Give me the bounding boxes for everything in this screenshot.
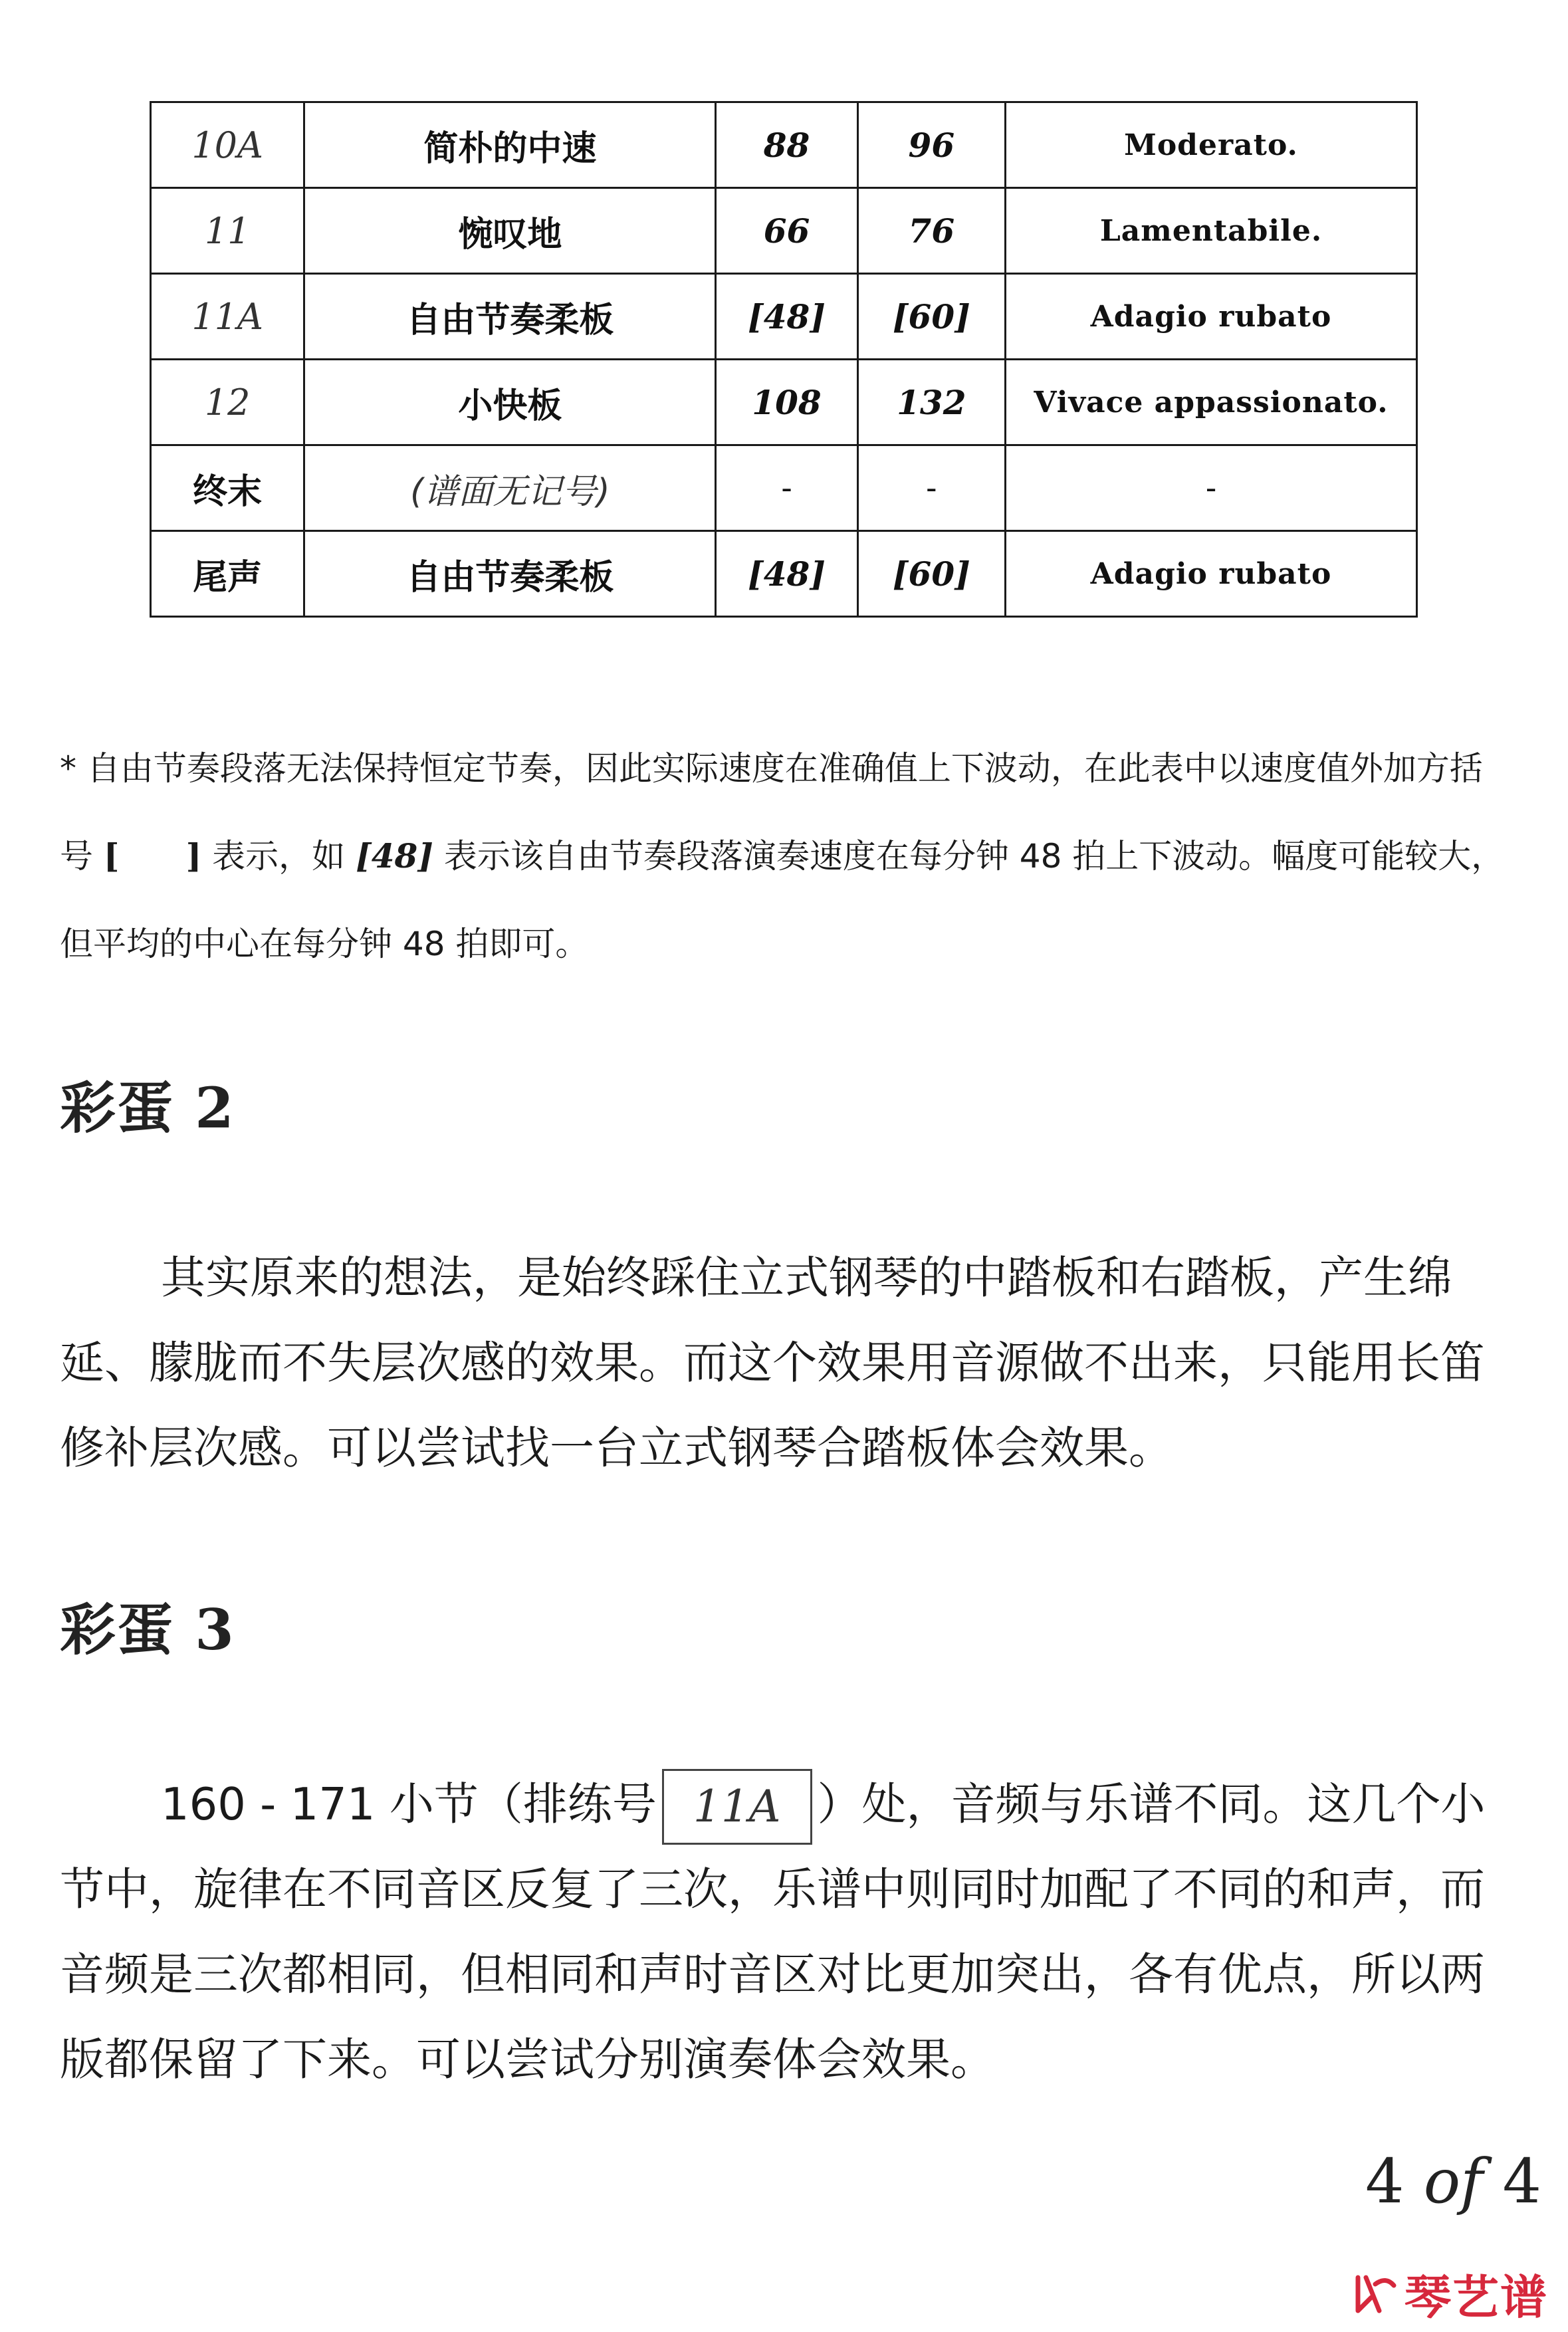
- qinyipu-logo-icon: [1353, 2271, 1399, 2317]
- rehearsal-number-cell: 11A: [151, 274, 304, 360]
- page-number: [1365, 2146, 1541, 2217]
- section-3-body: [60, 1762, 1522, 2102]
- rehearsal-number-cell: 11: [151, 188, 304, 274]
- table-row: [151, 274, 1417, 360]
- bpm-max-cell: 96: [857, 102, 1005, 188]
- bpm-max-cell: 132: [857, 360, 1005, 445]
- bpm-max-cell: [60]: [857, 274, 1005, 360]
- chinese-tempo-cell: 惋叹地: [304, 188, 716, 274]
- page-total: 4: [1502, 2146, 1541, 2217]
- logo-text: 琴艺谱: [1404, 2270, 1548, 2325]
- bpm-min-cell: 66: [716, 188, 857, 274]
- table-row: [151, 102, 1417, 188]
- chinese-tempo-cell: 自由节奏柔板: [304, 274, 716, 360]
- italian-tempo-cell: Moderato.: [1006, 102, 1417, 188]
- section-2-body: 其实原来的想法，是始终踩住立式钢琴的中踏板和右踏板，产生绵延、朦胧而不失层次感的效果。而这个效果用音源做不出来，只能用长笛修补层次感。可以尝试找一台立式钢琴合踏板体会效果。: [60, 1252, 1485, 1474]
- chinese-tempo-cell: (谱面无记号): [304, 445, 716, 531]
- italian-tempo-cell: Adagio rubato: [1006, 274, 1417, 360]
- bpm-min-cell: -: [716, 445, 857, 531]
- bpm-max-cell: 76: [857, 188, 1005, 274]
- bpm-max-cell: -: [857, 445, 1005, 531]
- bracket-close-symbol: ]: [185, 836, 202, 875]
- table-row: [151, 188, 1417, 274]
- rehearsal-number-cell: 尾声: [151, 531, 304, 617]
- bpm-max-cell: [60]: [857, 531, 1005, 617]
- italian-tempo-cell: Vivace appassionato.: [1006, 360, 1417, 445]
- chinese-tempo-cell: 简朴的中速: [304, 102, 716, 188]
- rehearsal-mark-box: 11A: [662, 1769, 812, 1845]
- brand-logo: [1353, 2260, 1548, 2327]
- tempo-footnote: [60, 725, 1512, 988]
- italian-tempo-cell: Lamentabile.: [1006, 188, 1417, 274]
- italian-tempo-cell: Adagio rubato: [1006, 531, 1417, 617]
- rehearsal-number-cell: 12: [151, 360, 304, 445]
- bpm-min-cell: [48]: [716, 274, 857, 360]
- page-of: of: [1423, 2146, 1484, 2217]
- table-row: [151, 531, 1417, 617]
- footnote-text-1: * 自由节奏段落无法保持恒定节奏，因此实际速度在准确值上下波动，在此表中以速度值外加方括号: [60, 749, 1483, 875]
- section-3-title: 彩蛋 3: [60, 1597, 235, 1663]
- section-3-body-after: ）处，音频与乐谱不同。这几个小节中，旋律在不同音区反复了三次，乐谱中则同时加配了不同的和声，而音频是三次都相同，但相同和声时音区对比更加突出，各有优点，所以两版都保留了下来。可以尝试分别演奏体会效果。: [60, 1778, 1486, 2085]
- chinese-tempo-cell: 自由节奏柔板: [304, 531, 716, 617]
- bpm-min-cell: 88: [716, 102, 857, 188]
- footnote-text-2: 表示，如: [212, 837, 346, 875]
- tempo-table: [150, 101, 1418, 618]
- bpm-min-cell: [48]: [716, 531, 857, 617]
- section-3-body-before: 160 - 171 小节（排练号: [161, 1778, 657, 1830]
- section-2-title: 彩蛋 2: [60, 1075, 235, 1141]
- bracket-open-symbol: [: [103, 836, 120, 875]
- page-current: 4: [1365, 2146, 1404, 2217]
- table-row: [151, 360, 1417, 445]
- table-row: [151, 445, 1417, 531]
- bpm-min-cell: 108: [716, 360, 857, 445]
- rehearsal-number-cell: 终末: [151, 445, 304, 531]
- footnote-text-3: 表示该自由节奏段落演奏速度在每分钟 48 拍上下波动。幅度可能较大，但平均的中心在每分钟 48 拍即可。: [60, 837, 1505, 963]
- italian-tempo-cell: -: [1006, 445, 1417, 531]
- rehearsal-number-cell: 10A: [151, 102, 304, 188]
- chinese-tempo-cell: 小快板: [304, 360, 716, 445]
- footnote-example: [48]: [356, 836, 433, 875]
